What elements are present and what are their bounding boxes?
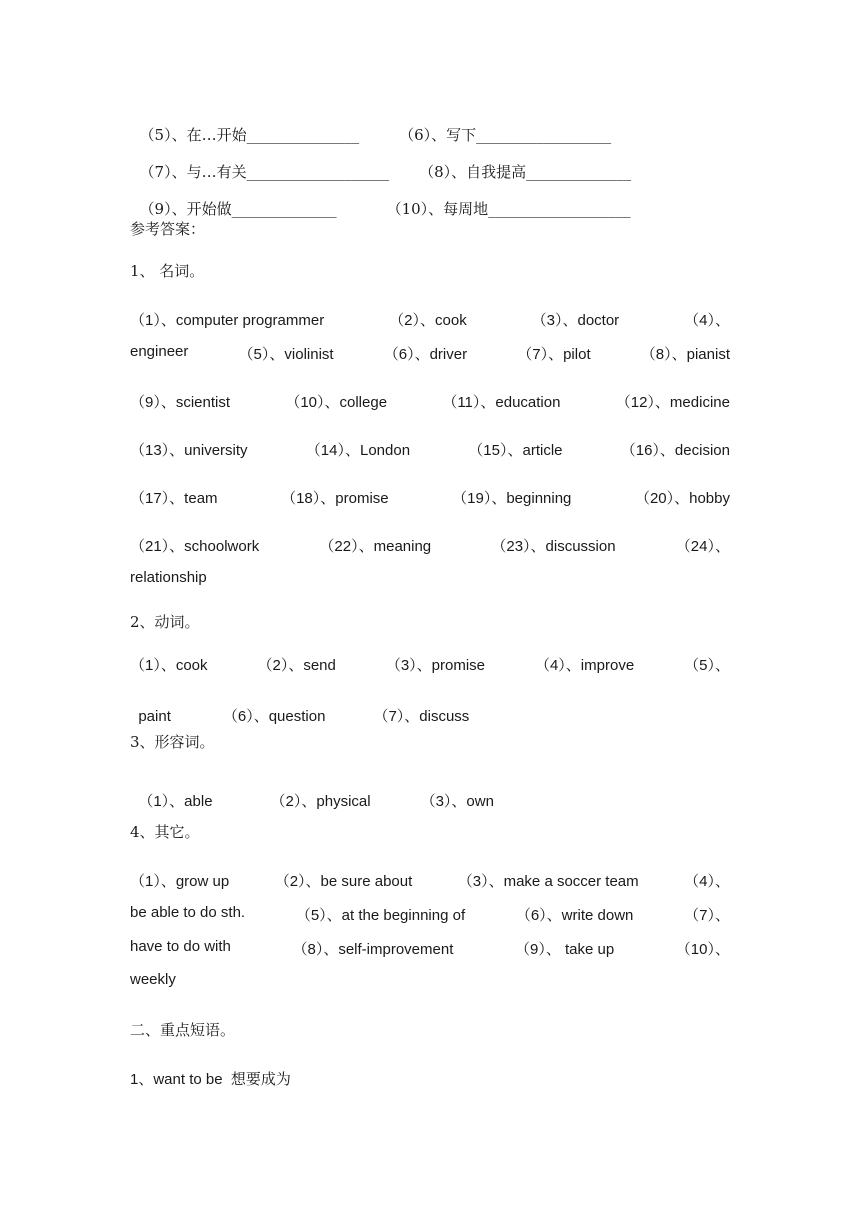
answer-item: （3）、own <box>420 793 494 810</box>
exercise-item: （6）、写下__________________ <box>399 126 612 144</box>
answer-item: （16）、decision <box>620 442 730 459</box>
answer-item: （8）、self-improvement <box>292 941 454 958</box>
answer-item: （22）、meaning <box>319 538 432 555</box>
answer-item: （5）、 <box>684 657 730 674</box>
answer-item: （4）、improve <box>534 657 635 674</box>
answer-item: （6）、write down <box>515 907 634 924</box>
answer-item: （9）、 take up <box>514 941 615 958</box>
answers-heading: 参考答案： <box>130 220 206 238</box>
answer-item: engineer <box>130 343 189 360</box>
answer-item: be able to do sth. <box>130 904 246 921</box>
nouns-heading: 1、 名词。 <box>130 262 205 280</box>
answer-item: （6）、driver <box>383 346 468 363</box>
answer-item: （21）、schoolwork <box>130 538 260 555</box>
others-row-1 <box>130 870 730 891</box>
answer-item: （3）、promise <box>385 657 486 674</box>
answer-item: （11）、education <box>442 394 561 411</box>
answer-item: （12）、medicine <box>615 394 730 411</box>
nouns-row-3 <box>130 391 730 412</box>
section2-item-1: 1、want to be 想要成为 <box>130 1071 291 1088</box>
answer-item: （19）、beginning <box>452 490 572 507</box>
nouns-row-2 <box>130 343 730 364</box>
answer-item: （3）、doctor <box>531 312 620 329</box>
answer-item: have to do with <box>130 938 231 955</box>
answer-item: （3）、make a soccer team <box>457 873 639 890</box>
answer-item: （1）、computer programmer <box>130 312 325 329</box>
verbs-row-1 <box>130 654 730 675</box>
answer-item: （18）、promise <box>281 490 389 507</box>
others-row-2 <box>130 904 730 925</box>
answer-item: （2）、send <box>257 657 336 674</box>
answer-item: （17）、team <box>130 490 218 507</box>
answer-item: （7）、pilot <box>517 346 591 363</box>
adjectives-row-1 <box>130 773 494 811</box>
verbs-row-2 <box>130 688 469 726</box>
others-row-3 <box>130 938 730 959</box>
verbs-heading: 2、动词。 <box>130 613 200 631</box>
nouns-tail: relationship <box>130 569 207 586</box>
section2-heading: 二、重点短语。 <box>130 1021 236 1039</box>
answer-item: （5）、at the beginning of <box>295 907 466 924</box>
nouns-row-1 <box>130 309 730 330</box>
others-tail: weekly <box>130 971 176 988</box>
answer-item: （7）、 <box>684 907 730 924</box>
answer-item: （6）、question <box>222 708 326 725</box>
answer-item: （2）、physical <box>270 793 371 810</box>
answer-item: （13）、university <box>130 442 248 459</box>
answer-item: （1）、cook <box>130 657 208 674</box>
answer-item: （2）、be sure about <box>274 873 413 890</box>
exercise-item: （9）、开始做______________ <box>139 200 337 218</box>
answer-item: （1）、grow up <box>130 873 230 890</box>
answer-item: （10）、college <box>285 394 388 411</box>
answer-item: （10）、 <box>675 941 730 958</box>
answer-item: （4）、 <box>684 312 730 329</box>
answer-item: （5）、violinist <box>238 346 334 363</box>
exercise-row-2 <box>130 143 631 182</box>
answer-item: （24）、 <box>675 538 730 555</box>
answer-item: （14）、London <box>305 442 411 459</box>
nouns-row-4 <box>130 439 730 460</box>
exercise-row-1 <box>130 106 611 145</box>
answer-item: （9）、scientist <box>130 394 231 411</box>
nouns-row-6 <box>130 535 730 556</box>
answer-item: paint <box>138 708 171 725</box>
exercise-item: （10）、每周地___________________ <box>386 200 631 218</box>
exercise-item: （5）、在…开始_______________ <box>139 126 360 144</box>
answer-item: （4）、 <box>684 873 730 890</box>
others-heading: 4、其它。 <box>130 823 200 841</box>
answer-item: （1）、able <box>138 793 213 810</box>
answer-item: （20）、hobby <box>634 490 730 507</box>
answer-item: （15）、article <box>468 442 563 459</box>
adjectives-heading: 3、形容词。 <box>130 733 215 751</box>
nouns-row-5 <box>130 487 730 508</box>
exercise-item: （8）、自我提高______________ <box>419 163 632 181</box>
answer-item: （8）、pianist <box>640 346 730 363</box>
answer-item: （7）、discuss <box>373 708 470 725</box>
exercise-item: （7）、与…有关___________________ <box>139 163 390 181</box>
exercise-row-3 <box>130 180 631 219</box>
answer-item: （23）、discussion <box>491 538 616 555</box>
answer-item: （2）、cook <box>389 312 467 329</box>
